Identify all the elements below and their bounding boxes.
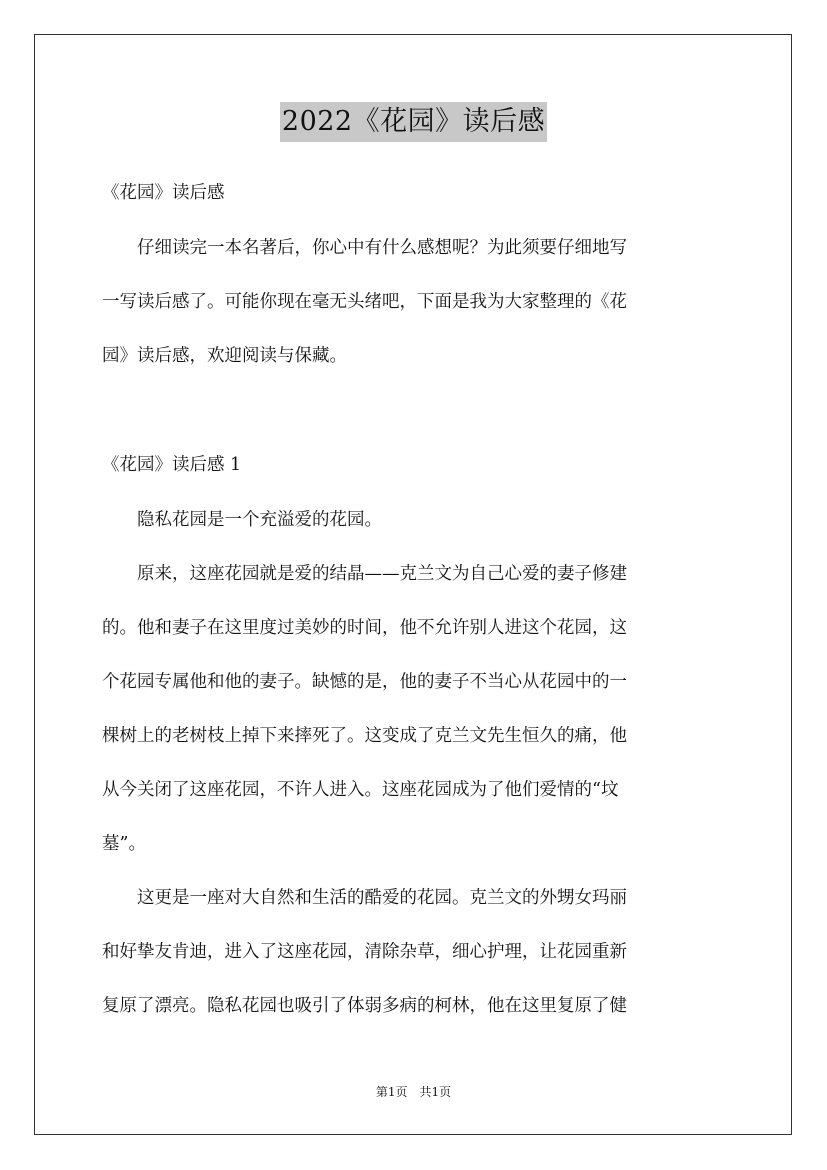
document-title: 2022《花园》读后感	[280, 102, 547, 142]
title-block	[0, 102, 827, 142]
paragraph-line: 和好挚友肯迪，进入了这座花园，清除杂草，细心护理，让花园重新	[102, 942, 627, 962]
section-heading: 《花园》读后感 1	[102, 455, 242, 475]
paragraph-line: 从今关闭了这座花园，不许人进入。这座花园成为了他们爱情的“坟	[102, 780, 619, 800]
heading: 《花园》读后感	[102, 183, 225, 203]
paragraph-line: 的。他和妻子在这里度过美妙的时间，他不允许别人进这个花园，这	[102, 618, 627, 638]
paragraph-line: 墓”。	[102, 834, 146, 854]
paragraph-line: 一写读后感了。可能你现在毫无头绪吧，下面是我为大家整理的《花	[102, 292, 627, 312]
paragraph-line: 复原了漂亮。隐私花园也吸引了体弱多病的柯林，他在这里复原了健	[102, 996, 627, 1016]
page-footer: 第1页 共1页	[375, 1085, 452, 1099]
paragraph-line: 仔细读完一本名著后，你心中有什么感想呢？为此须要仔细地写	[102, 238, 627, 258]
paragraph-line: 这更是一座对大自然和生活的酷爱的花园。克兰文的外甥女玛丽	[102, 888, 627, 908]
paragraph-line: 园》读后感，欢迎阅读与保藏。	[102, 346, 347, 366]
paragraph-line: 棵树上的老树枝上掉下来摔死了。这变成了克兰文先生恒久的痛，他	[102, 726, 627, 746]
paragraph-line: 个花园专属他和他的妻子。缺憾的是，他的妻子不当心从花园中的一	[102, 672, 627, 692]
paragraph-line: 隐私花园是一个充溢爱的花园。	[102, 510, 382, 530]
paragraph-line: 原来，这座花园就是爱的结晶——克兰文为自己心爱的妻子修建	[102, 564, 627, 584]
